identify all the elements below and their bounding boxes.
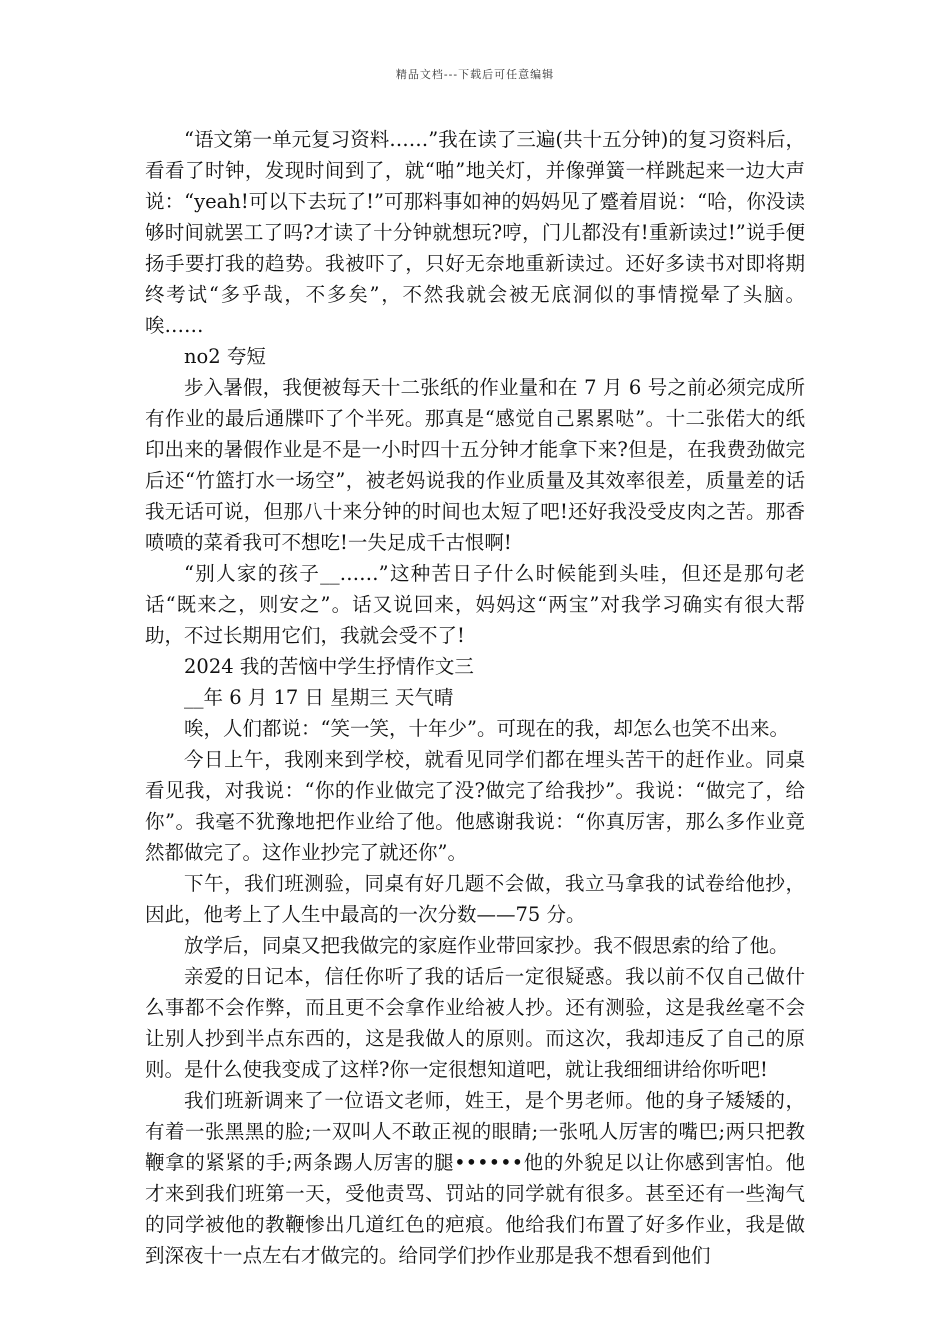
paragraph: “别人家的孩子__……”这种苦日子什么时候能到头哇，但还是那句老话“既来之，则安之”。话又说回来，妈妈这“两宝”对我学习确实有很大帮助，不过长期用它们，我就会受不了! xyxy=(145,562,805,647)
paragraph: 今日上午，我刚来到学校，就看见同学们都在埋头苦干的赶作业。同桌看见我，对我说：“你的作业做完了没?做完了给我抄”。我说：“做完了，给你”。我毫不犹豫地把作业给了他。他感谢我说：“你真厉害，那么多作业竟然都做完了。这作业抄完了就还你”。 xyxy=(145,748,805,864)
essay-title: 2024 我的苦恼中学生抒情作文三 xyxy=(184,655,474,678)
paragraph: 下午，我们班测验，同桌有好几题不会做，我立马拿我的试卷给他抄，因此，他考上了人生中最高的一次分数——75 分。 xyxy=(145,872,805,926)
section-heading: no2 夸短 xyxy=(184,345,266,368)
diary-date-line: __年 6 月 17 日 星期三 天气晴 xyxy=(184,686,454,709)
paragraph: 步入暑假，我便被每天十二张纸的作业量和在 7 月 6 号之前必须完成所有作业的最后通牒吓了个半死。那真是“感觉自己累累哒”。十二张偌大的纸印出来的暑假作业是不是一小时四十五分钟才能拿下来?但是，在我费劲做完后还“竹篮打水一场空”，被老妈说我的作业质量及其效率很差，质量差的话我无话可说，但那八十来分钟的时间也太短了吧!还好我没受皮肉之苦。那香喷喷的菜肴我可不想吃!一失足成千古恨啊! xyxy=(145,376,805,554)
paragraph: 我们班新调来了一位语文老师，姓王，是个男老师。他的身子矮矮的，有着一张黑黑的脸;一双叫人不敢正视的眼睛;一张吼人厉害的嘴巴;两只把教鞭拿的紧紧的手;两条踢人厉害的腿••••••他的外貌足以让你感到害怕。他才来到我们班第一天，受他责骂、罚站的同学就有很多。甚至还有一些淘气的同学被他的教鞭惨出几道红色的疤痕。他给我们布置了好多作业，我是做到深夜十一点左右才做完的。给同学们抄作业那是我不想看到他们 xyxy=(145,1089,805,1267)
paragraph: 唉，人们都说：“笑一笑，十年少”。可现在的我，却怎么也笑不出来。 xyxy=(184,717,789,740)
page-header: 精品文档---下载后可任意编辑 xyxy=(395,68,555,81)
paragraph: “语文第一单元复习资料……”我在读了三遍(共十五分钟)的复习资料后，看看了时钟，发现时间到了，就“啪”地关灯，并像弹簧一样跳起来一边大声说：“yeah!可以下去玩了!”可那料事如神的妈妈见了蹙着眉说：“哈，你没读够时间就罢工了吗?才读了十分钟就想玩?哼，门儿都没有!重新读过!”说手便扬手要打我的趋势。我被吓了，只好无奈地重新读过。还好多读书对即将期终考试“多乎哉，不多矣”，不然我就会被无底洞似的事情搅晕了头脑。唉…… xyxy=(145,128,805,337)
document-body xyxy=(145,124,805,1271)
paragraph: 放学后，同桌又把我做完的家庭作业带回家抄。我不假思索的给了他。 xyxy=(184,934,789,957)
paragraph: 亲爱的日记本，信任你听了我的话后一定很疑惑。我以前不仅自己做什么事都不会作弊，而且更不会拿作业给被人抄。还有测验，这是我丝毫不会让别人抄到半点东西的，这是我做人的原则。而这次，我却违反了自己的原则。是什么使我变成了这样?你一定很想知道吧，就让我细细讲给你听吧! xyxy=(145,965,805,1081)
